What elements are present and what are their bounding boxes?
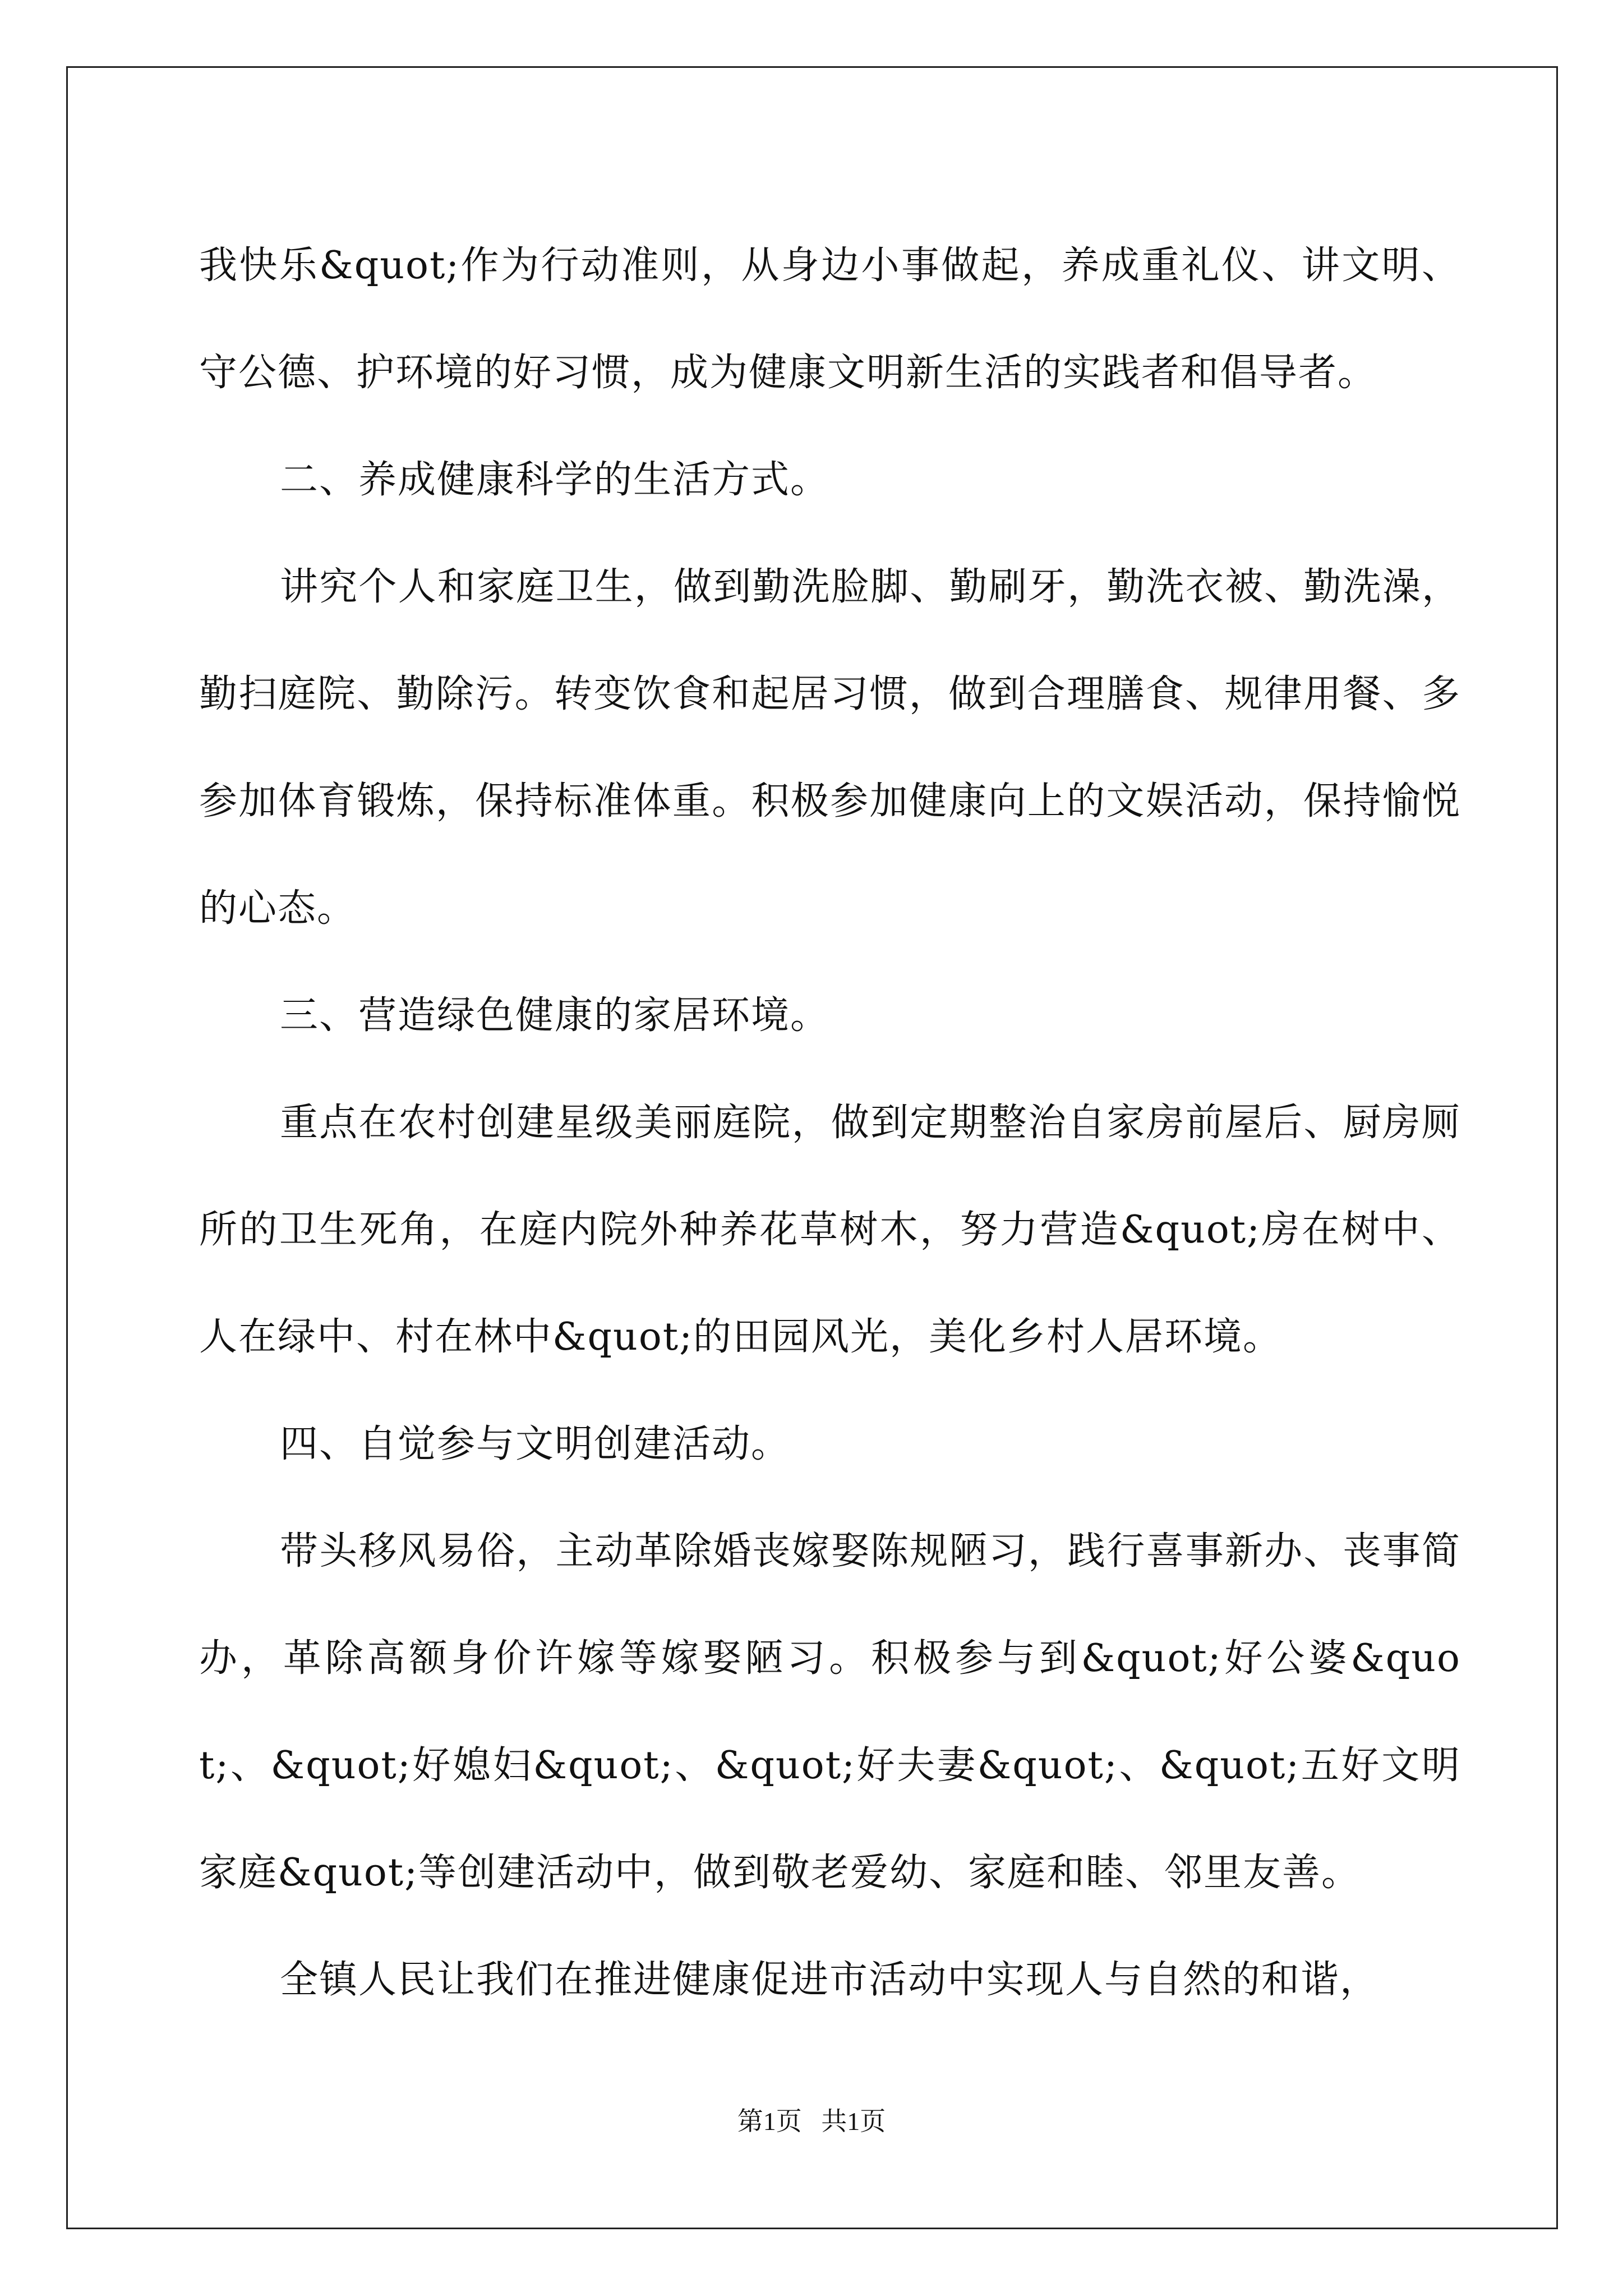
- paragraph: 全镇人民让我们在推进健康促进市活动中实现人与自然的和谐，: [280, 1958, 1380, 2002]
- page-total: 共1页: [821, 2107, 886, 2136]
- paragraph: 重点在农村创建星级美丽庭院，做到定期整治自家房前屋后、厨房厕所的卫生死角，在庭内院外种养花草树木，努力营造&quot;房在树中、人在绿中、村在林中&quot;的田园风光，美化乡村人居环境。: [199, 1101, 1461, 1359]
- paragraph: 讲究个人和家庭卫生，做到勤洗脸脚、勤刷牙，勤洗衣被、勤洗澡，勤扫庭院、勤除污。转变饮食和起居习惯，做到合理膳食、规律用餐、多参加体育锻炼，保持标准体重。积极参加健康向上的文娱活动，保持愉悦的心态。: [199, 565, 1461, 931]
- paragraph: 我快乐&quot;作为行动准则，从身边小事做起，养成重礼仪、讲文明、守公德、护环境的好习惯，成为健康文明新生活的实践者和倡导者。: [199, 243, 1461, 395]
- document-body: [199, 212, 1461, 2033]
- section-heading: 二、养成健康科学的生活方式。: [280, 458, 830, 502]
- page-footer: [0, 2101, 1623, 2138]
- paragraph: 带头移风易俗，主动革除婚丧嫁娶陈规陋习，践行喜事新办、丧事简办，革除高额身价许嫁等嫁娶陋习。积极参与到&quot;好公婆&quot;、&quot;好媳妇&quot;、&quot;好夫妻&quot;、&quot;五好文明家庭&quot;等创建活动中，做到敬老爱幼、家庭和睦、邻里友善。: [199, 1529, 1461, 1895]
- section-heading: 四、自觉参与文明创建活动。: [280, 1422, 791, 1466]
- page-number: 第1页: [737, 2107, 802, 2136]
- section-heading: 三、营造绿色健康的家居环境。: [280, 993, 830, 1038]
